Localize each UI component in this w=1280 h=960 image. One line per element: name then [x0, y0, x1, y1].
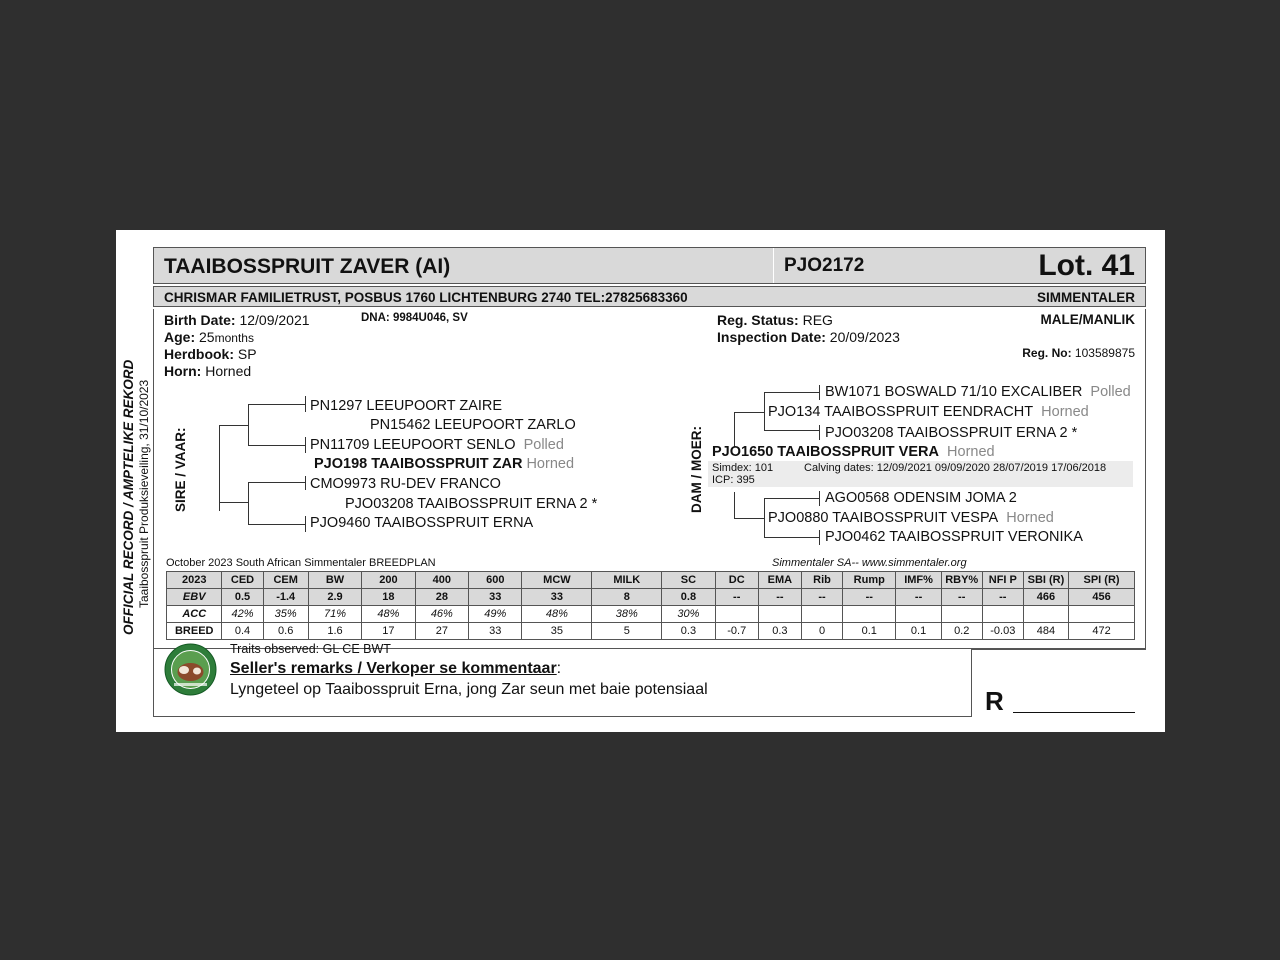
tree-line — [819, 385, 820, 400]
tree-line — [305, 396, 306, 412]
table-cell: -- — [758, 589, 801, 606]
column-header: DC — [715, 572, 758, 589]
tree-line — [219, 502, 248, 503]
table-cell: 0.3 — [662, 623, 715, 640]
column-header: 2023 — [167, 572, 222, 589]
remarks-title: Seller's remarks / Verkoper se kommentaar: — [230, 660, 562, 677]
table-cell: 27 — [415, 623, 468, 640]
column-header: MILK — [592, 572, 662, 589]
birth-date: Birth Date: 12/09/2021 — [164, 312, 310, 328]
divider — [971, 649, 972, 717]
tree-line — [764, 430, 819, 431]
table-header-row — [167, 572, 1135, 589]
table-cell: -- — [801, 589, 842, 606]
dam-dam-dam: PJO0462 TAAIBOSSPRUIT VERONIKA — [825, 529, 1083, 545]
table-cell: 484 — [1023, 623, 1068, 640]
price-prefix: R — [985, 686, 1004, 716]
column-header: MCW — [522, 572, 592, 589]
table-cell: 48% — [522, 606, 592, 623]
dam-sire-sire: BW1071 BOSWALD 71/10 EXCALIBER Polled — [825, 384, 1131, 400]
table-cell: -- — [715, 589, 758, 606]
title-bar — [153, 247, 1146, 284]
table-cell — [715, 606, 758, 623]
column-header: 600 — [469, 572, 522, 589]
table-cell: -- — [982, 589, 1023, 606]
divider — [773, 248, 774, 283]
breedplan-caption: October 2023 South African Simmentaler BREEDPLAN — [166, 557, 436, 569]
table-cell: 46% — [415, 606, 468, 623]
table-cell: 0.3 — [758, 623, 801, 640]
column-header: EMA — [758, 572, 801, 589]
dam-granddam: PJO0880 TAAIBOSSPRUIT VESPA Horned — [768, 510, 1054, 526]
tree-line — [248, 404, 305, 405]
column-header: IMF% — [896, 572, 941, 589]
column-header: CEM — [263, 572, 308, 589]
table-cell: 472 — [1069, 623, 1135, 640]
column-header: BW — [308, 572, 361, 589]
table-cell: 466 — [1023, 589, 1068, 606]
table-cell: 48% — [362, 606, 415, 623]
table-cell: 0.1 — [843, 623, 896, 640]
dna: DNA: 9984U046, SV — [361, 312, 468, 324]
inspection-date: Inspection Date: 20/09/2023 — [717, 329, 900, 345]
column-header: CED — [222, 572, 263, 589]
horn: Horn: Horned — [164, 363, 252, 379]
table-cell — [1023, 606, 1068, 623]
table-row-breed — [167, 623, 1135, 640]
tree-line — [819, 530, 820, 545]
table-cell — [982, 606, 1023, 623]
dam-dam-sire: AGO0568 ODENSIM JOMA 2 — [825, 490, 1017, 506]
table-cell: 5 — [592, 623, 662, 640]
owner: CHRISMAR FAMILIETRUST, POSBUS 1760 LICHTENBURG 2740 TEL:27825683360 — [164, 290, 688, 305]
table-cell: 0.2 — [941, 623, 982, 640]
column-header: Rib — [801, 572, 842, 589]
sex: MALE/MANLIK — [1040, 312, 1135, 327]
table-cell: 42% — [222, 606, 263, 623]
animal-name: TAAIBOSSPRUIT ZAVER (AI) — [164, 255, 451, 278]
tree-line — [819, 491, 820, 506]
tree-line — [764, 498, 765, 537]
table-cell: 1.6 — [308, 623, 361, 640]
reg-status: Reg. Status: REG — [717, 312, 833, 328]
column-header: NFI P — [982, 572, 1023, 589]
column-header: SBI (R) — [1023, 572, 1068, 589]
tree-line — [219, 425, 220, 511]
column-header: SC — [662, 572, 715, 589]
divider — [971, 649, 1146, 650]
sire-grandsire: PN15462 LEEUPOORT ZARLO — [370, 417, 576, 433]
table-cell — [843, 606, 896, 623]
table-cell: 456 — [1069, 589, 1135, 606]
sire: PJO198 TAAIBOSSPRUIT ZAR Horned — [314, 456, 575, 472]
table-cell: 35 — [522, 623, 592, 640]
column-header: RBY% — [941, 572, 982, 589]
table-cell: 35% — [263, 606, 308, 623]
herdbook: Herdbook: SP — [164, 346, 257, 362]
sire-dam-dam: PJO9460 TAAIBOSSPRUIT ERNA — [310, 515, 534, 531]
row-label: ACC — [167, 606, 222, 623]
table-cell: 8 — [592, 589, 662, 606]
table-cell: 28 — [415, 589, 468, 606]
table-cell: -- — [896, 589, 941, 606]
auction-label: Taaibosspruit Produksieveiling, 31/10/2023 — [137, 379, 151, 608]
remarks-text: Lyngeteel op Taaibosspruit Erna, jong Zar seun met baie potensiaal — [230, 681, 708, 698]
table-cell — [758, 606, 801, 623]
sire-dam-sire: CMO9973 RU-DEV FRANCO — [310, 476, 501, 492]
sire-sire: PN1297 LEEUPOORT ZAIRE — [310, 398, 503, 414]
tree-line — [764, 392, 819, 393]
table-cell — [1069, 606, 1135, 623]
table-cell: 0.4 — [222, 623, 263, 640]
table-cell — [941, 606, 982, 623]
tree-line — [734, 492, 735, 518]
table-cell: 0.1 — [896, 623, 941, 640]
table-cell: -- — [843, 589, 896, 606]
animal-id: PJO2172 — [784, 255, 865, 276]
table-cell: -- — [941, 589, 982, 606]
tree-line — [248, 482, 305, 483]
row-label: EBV — [167, 589, 222, 606]
table-cell: 18 — [362, 589, 415, 606]
tree-line — [764, 498, 819, 499]
column-header: 200 — [362, 572, 415, 589]
breedplan-table — [166, 571, 1135, 640]
table-cell: 17 — [362, 623, 415, 640]
tree-line — [248, 404, 249, 445]
simmentaler-sa-logo — [164, 643, 217, 696]
table-cell: 49% — [469, 606, 522, 623]
reg-no: Reg. No: 103589875 — [1022, 346, 1135, 360]
row-label: BREED — [167, 623, 222, 640]
owner-bar — [153, 286, 1146, 307]
lot-number: Lot. 41 — [1038, 249, 1135, 282]
dam-grandsire: PJO134 TAAIBOSSPRUIT EENDRACHT Horned — [768, 404, 1089, 420]
table-cell: -0.03 — [982, 623, 1023, 640]
breedplan-source: Simmentaler SA-- www.simmentaler.org — [772, 557, 967, 569]
table-cell: 0.8 — [662, 589, 715, 606]
sire-granddam: PJO03208 TAAIBOSSPRUIT ERNA 2 * — [345, 496, 598, 512]
tree-line — [764, 537, 819, 538]
column-header: SPI (R) — [1069, 572, 1135, 589]
table-cell: 38% — [592, 606, 662, 623]
price-field[interactable] — [1013, 712, 1135, 713]
tree-line — [734, 412, 764, 413]
tree-line — [734, 412, 735, 447]
table-cell: 71% — [308, 606, 361, 623]
sire-sire-dam: PN11709 LEEUPOORT SENLO Polled — [310, 437, 564, 453]
icp: ICP: 395 — [712, 474, 755, 486]
tree-line — [248, 445, 305, 446]
table-cell: 2.9 — [308, 589, 361, 606]
table-row-ebv — [167, 589, 1135, 606]
calving-dates: Calving dates: 12/09/2021 09/09/2020 28/07/2019 17/06/2018 — [804, 462, 1107, 474]
table-cell: -1.4 — [263, 589, 308, 606]
table-cell: -0.7 — [715, 623, 758, 640]
tree-line — [305, 516, 306, 532]
table-cell: 33 — [522, 589, 592, 606]
column-header: 400 — [415, 572, 468, 589]
tree-line — [219, 425, 248, 426]
sire-label: SIRE / VAAR: — [173, 427, 188, 512]
breed: SIMMENTALER — [1037, 290, 1135, 305]
age: Age: 25months — [164, 329, 254, 345]
tree-line — [819, 425, 820, 440]
traits-observed: Traits observed: GL CE BWT — [230, 642, 391, 656]
table-cell: 0 — [801, 623, 842, 640]
official-record-label: OFFICIAL RECORD / AMPTELIKE REKORD — [121, 359, 136, 635]
simdex: Simdex: 101 — [712, 462, 774, 474]
dam: PJO1650 TAAIBOSSPRUIT VERA Horned — [712, 444, 995, 460]
table-cell: 0.5 — [222, 589, 263, 606]
table-row-acc — [167, 606, 1135, 623]
tree-line — [248, 482, 249, 524]
table-cell: 33 — [469, 589, 522, 606]
tree-line — [764, 392, 765, 430]
tree-line — [734, 518, 764, 519]
lot-card — [116, 230, 1165, 732]
dam-label: DAM / MOER: — [689, 426, 704, 513]
table-cell: 0.6 — [263, 623, 308, 640]
table-cell: 33 — [469, 623, 522, 640]
tree-line — [248, 524, 305, 525]
table-cell — [801, 606, 842, 623]
dam-sire-dam: PJO03208 TAAIBOSSPRUIT ERNA 2 * — [825, 425, 1078, 441]
tree-line — [305, 476, 306, 490]
tree-line — [305, 437, 306, 453]
table-cell: 30% — [662, 606, 715, 623]
column-header: Rump — [843, 572, 896, 589]
table-cell — [896, 606, 941, 623]
